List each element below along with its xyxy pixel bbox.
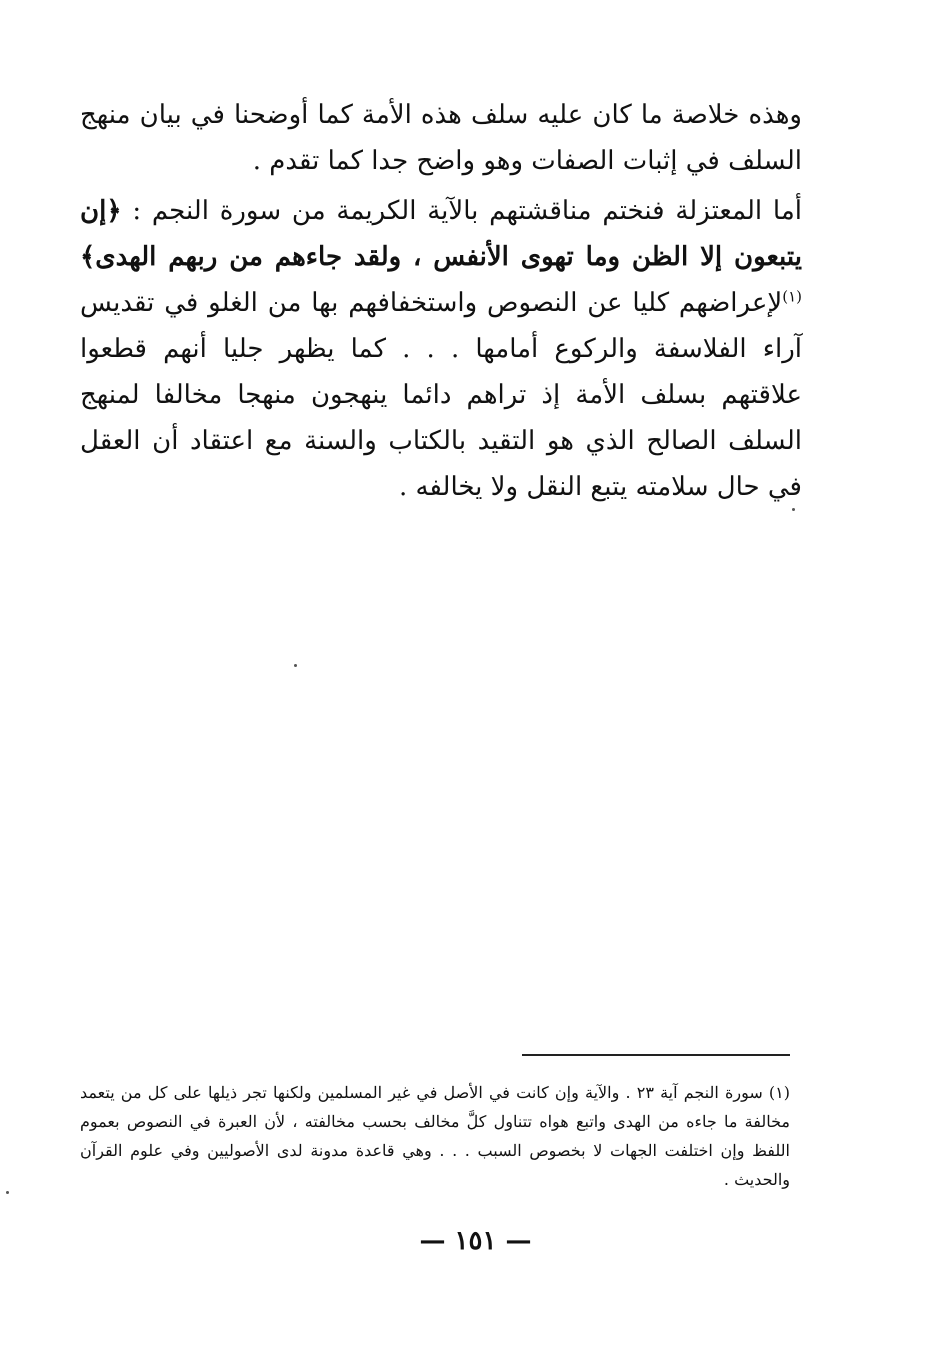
footnote xyxy=(80,1078,790,1194)
scan-speck xyxy=(792,508,795,511)
paragraph-continuation: لإعراضهم كليا عن النصوص واستخفافهم بها من الغلو في تقديس آراء الفلاسفة والركوع أمامها . . . كما يظهر جليا أنهم قطعوا علاقتهم بسلف الأمة إذ تراهم دائما ينهجون منهجا مخالفا لمنهج السلف الصالح الذي هو التقيد بالكتاب والسنة مع اعتقاد أن العقل في حال سلامته يتبع النقل ولا يخالفه . xyxy=(80,288,802,502)
scan-speck xyxy=(294,664,297,667)
body-text xyxy=(80,92,802,510)
paragraph-intro: أما المعتزلة فنختم مناقشتهم بالآية الكريمة من سورة النجم : xyxy=(121,196,802,226)
quran-verse: ﴿إن يتبعون إلا الظن وما تهوى الأنفس ، ولقد جاءهم من ربهم الهدى﴾ xyxy=(80,196,802,272)
page-number: — ١٥١ — xyxy=(419,1226,532,1256)
paragraph-summary: وهذه خلاصة ما كان عليه سلف هذه الأمة كما أوضحنا في بيان منهج السلف في إثبات الصفات وهو واضح جدا كما تقدم . xyxy=(80,100,802,176)
footnote-text: (١) سورة النجم آية ٢٣ . والآية وإن كانت في الأصل في غير المسلمين ولكنها تجر ذيلها على كل من يتعمد مخالفة ما جاءه من الهدى واتبع هواه تتناول كلَّ مخالف بحسب مخالفته ، لأن العبرة في النصوص بعموم اللفظ وإن اختلفت الجهات لا بخصوص السبب . . . وهي قاعدة مدونة لدى الأصوليين وفي علوم القرآن والحديث . xyxy=(80,1083,790,1189)
footnote-separator xyxy=(522,1054,790,1056)
footnote-reference: (١) xyxy=(782,287,802,306)
paragraph-mutazila xyxy=(80,188,802,510)
scan-speck xyxy=(6,1191,9,1194)
